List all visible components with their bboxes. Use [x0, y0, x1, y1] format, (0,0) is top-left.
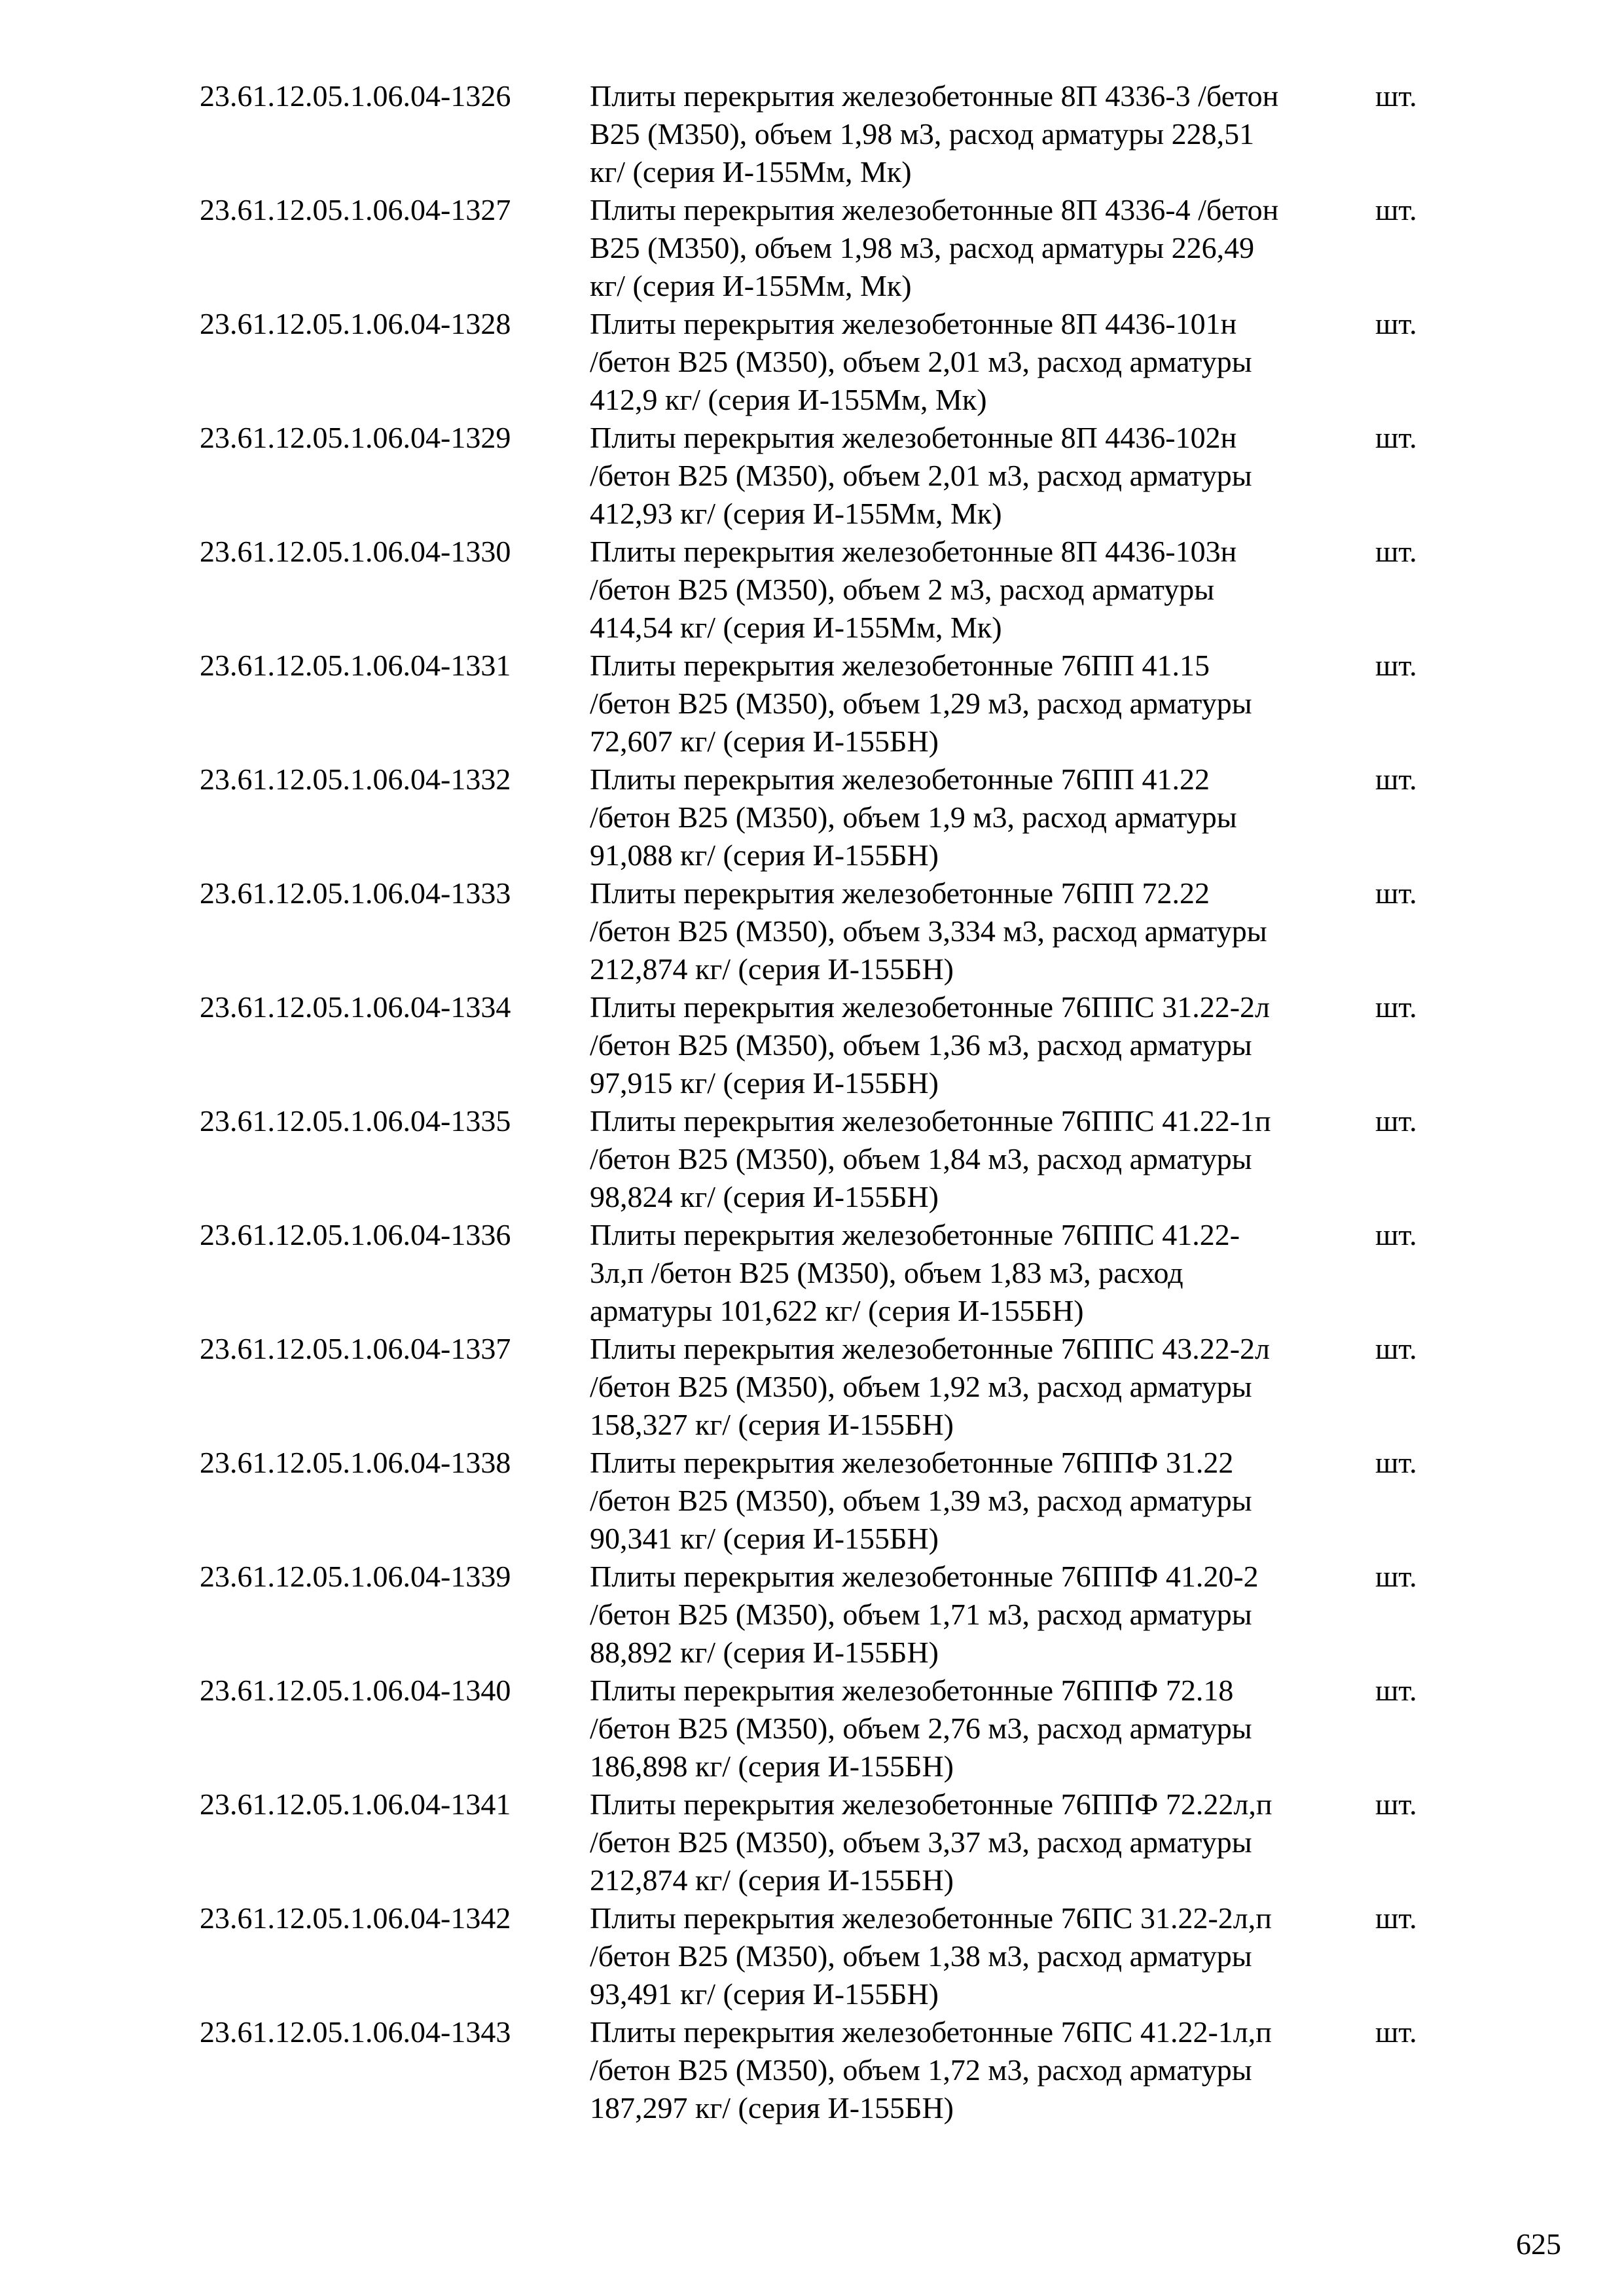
item-code: 23.61.12.05.1.06.04-1329 [200, 421, 511, 454]
item-code: 23.61.12.05.1.06.04-1340 [200, 1674, 511, 1707]
description-line: Плиты перекрытия железобетонные 76ППФ 72.18 [590, 1674, 1234, 1707]
item-description [590, 1444, 1356, 1558]
item-unit: шт. [1375, 307, 1417, 340]
description-line: 414,54 кг/ (серия И-155Мм, Мк) [590, 611, 1002, 644]
description-line: арматуры 101,622 кг/ (серия И-155БН) [590, 1294, 1084, 1327]
table-row [200, 2013, 1430, 2127]
description-line: 212,874 кг/ (серия И-155БН) [590, 952, 954, 986]
item-description [590, 1899, 1356, 2013]
item-code: 23.61.12.05.1.06.04-1339 [200, 1560, 511, 1593]
description-line: В25 (М350), объем 1,98 м3, расход арматуры 226,49 [590, 231, 1255, 264]
description-line: Плиты перекрытия железобетонные 76ПП 41.15 [590, 649, 1210, 682]
table-row [200, 647, 1430, 761]
table-row [200, 761, 1430, 874]
description-line: 93,491 кг/ (серия И-155БН) [590, 1977, 939, 2011]
item-unit: шт. [1375, 1560, 1417, 1593]
item-code: 23.61.12.05.1.06.04-1336 [200, 1218, 511, 1251]
description-line: 212,874 кг/ (серия И-155БН) [590, 1863, 954, 1897]
description-line: /бетон В25 (М350), объем 1,84 м3, расход арматуры [590, 1142, 1252, 1175]
description-line: /бетон В25 (М350), объем 1,72 м3, расход арматуры [590, 2053, 1252, 2087]
item-unit: шт. [1375, 193, 1417, 226]
description-line: /бетон В25 (М350), объем 1,29 м3, расход арматуры [590, 687, 1252, 720]
table-row [200, 1330, 1430, 1444]
item-unit: шт. [1375, 1901, 1417, 1935]
item-code: 23.61.12.05.1.06.04-1328 [200, 307, 511, 340]
item-code: 23.61.12.05.1.06.04-1338 [200, 1446, 511, 1479]
description-line: 186,898 кг/ (серия И-155БН) [590, 1749, 954, 1783]
table-row [200, 77, 1430, 191]
item-code: 23.61.12.05.1.06.04-1337 [200, 1332, 511, 1365]
item-description [590, 1216, 1356, 1330]
table-row [200, 988, 1430, 1102]
item-description [590, 1330, 1356, 1444]
item-unit: шт. [1375, 1787, 1417, 1821]
description-line: Плиты перекрытия железобетонные 76ППФ 41.20-2 [590, 1560, 1259, 1593]
item-code: 23.61.12.05.1.06.04-1335 [200, 1104, 511, 1138]
item-code: 23.61.12.05.1.06.04-1343 [200, 2015, 511, 2049]
item-code: 23.61.12.05.1.06.04-1326 [200, 79, 511, 113]
item-description [590, 647, 1356, 761]
item-unit: шт. [1375, 649, 1417, 682]
item-code: 23.61.12.05.1.06.04-1334 [200, 990, 511, 1024]
table-row [200, 874, 1430, 988]
item-description [590, 533, 1356, 647]
description-line: Плиты перекрытия железобетонные 76ППС 41.22- [590, 1218, 1240, 1251]
description-line: Плиты перекрытия железобетонные 76ППФ 72.22л,п [590, 1787, 1272, 1821]
description-line: /бетон В25 (М350), объем 1,39 м3, расход арматуры [590, 1484, 1252, 1517]
description-line: кг/ (серия И-155Мм, Мк) [590, 269, 912, 302]
table-row [200, 1899, 1430, 2013]
table-row [200, 1785, 1430, 1899]
item-description [590, 988, 1356, 1102]
description-line: Плиты перекрытия железобетонные 8П 4336-3 /бетон [590, 79, 1279, 113]
description-line: /бетон В25 (М350), объем 2,01 м3, расход арматуры [590, 345, 1252, 378]
table-row [200, 1102, 1430, 1216]
description-line: /бетон В25 (М350), объем 2,01 м3, расход арматуры [590, 459, 1252, 492]
table-row [200, 1558, 1430, 1672]
description-line: Плиты перекрытия железобетонные 76ППС 41.22-1п [590, 1104, 1271, 1138]
item-unit: шт. [1375, 79, 1417, 113]
item-description [590, 1558, 1356, 1672]
item-code: 23.61.12.05.1.06.04-1331 [200, 649, 511, 682]
item-unit: шт. [1375, 1674, 1417, 1707]
item-description [590, 419, 1356, 533]
description-line: /бетон В25 (М350), объем 1,92 м3, расход арматуры [590, 1370, 1252, 1403]
description-line: Плиты перекрытия железобетонные 76ПП 72.22 [590, 876, 1210, 910]
item-description [590, 191, 1356, 305]
description-line: /бетон В25 (М350), объем 1,38 м3, расход арматуры [590, 1939, 1252, 1973]
description-line: Плиты перекрытия железобетонные 76ППС 43.22-2л [590, 1332, 1270, 1365]
description-line: Плиты перекрытия железобетонные 76ПС 41.22-1л,п [590, 2015, 1272, 2049]
description-line: Плиты перекрытия железобетонные 8П 4436-103н [590, 535, 1237, 568]
item-code: 23.61.12.05.1.06.04-1342 [200, 1901, 511, 1935]
item-description [590, 2013, 1356, 2127]
description-line: Плиты перекрытия железобетонные 76ПП 41.22 [590, 762, 1210, 796]
description-line: 412,93 кг/ (серия И-155Мм, Мк) [590, 497, 1002, 530]
item-description [590, 1672, 1356, 1785]
item-unit: шт. [1375, 2015, 1417, 2049]
description-line: Плиты перекрытия железобетонные 76ППС 31.22-2л [590, 990, 1270, 1024]
table-row [200, 1444, 1430, 1558]
table-row [200, 305, 1430, 419]
description-line: 72,607 кг/ (серия И-155БН) [590, 725, 939, 758]
item-code: 23.61.12.05.1.06.04-1333 [200, 876, 511, 910]
description-line: 90,341 кг/ (серия И-155БН) [590, 1522, 939, 1555]
description-line: В25 (М350), объем 1,98 м3, расход арматуры 228,51 [590, 117, 1255, 151]
item-unit: шт. [1375, 876, 1417, 910]
table-row [200, 419, 1430, 533]
description-line: /бетон В25 (М350), объем 2,76 м3, расход арматуры [590, 1712, 1252, 1745]
description-line: Плиты перекрытия железобетонные 8П 4336-4 /бетон [590, 193, 1279, 226]
description-line: 158,327 кг/ (серия И-155БН) [590, 1408, 954, 1441]
item-code: 23.61.12.05.1.06.04-1330 [200, 535, 511, 568]
description-line: Плиты перекрытия железобетонные 8П 4436-101н [590, 307, 1237, 340]
item-unit: шт. [1375, 421, 1417, 454]
item-code: 23.61.12.05.1.06.04-1332 [200, 762, 511, 796]
description-line: кг/ (серия И-155Мм, Мк) [590, 155, 912, 188]
description-line: Плиты перекрытия железобетонные 76ПС 31.22-2л,п [590, 1901, 1272, 1935]
item-unit: шт. [1375, 990, 1417, 1024]
item-unit: шт. [1375, 1104, 1417, 1138]
item-description [590, 305, 1356, 419]
description-line: 88,892 кг/ (серия И-155БН) [590, 1636, 939, 1669]
table-row [200, 533, 1430, 647]
description-line: 97,915 кг/ (серия И-155БН) [590, 1066, 939, 1100]
description-line: 187,297 кг/ (серия И-155БН) [590, 2091, 954, 2125]
item-description [590, 77, 1356, 191]
description-line: 3л,п /бетон В25 (М350), объем 1,83 м3, расход [590, 1256, 1183, 1289]
item-code: 23.61.12.05.1.06.04-1327 [200, 193, 511, 226]
description-line: /бетон В25 (М350), объем 1,9 м3, расход арматуры [590, 800, 1237, 834]
table-row [200, 1216, 1430, 1330]
item-unit: шт. [1375, 1218, 1417, 1251]
description-line: 412,9 кг/ (серия И-155Мм, Мк) [590, 383, 987, 416]
price-list-table [200, 77, 1430, 2127]
description-line: Плиты перекрытия железобетонные 8П 4436-102н [590, 421, 1237, 454]
table-row [200, 1672, 1430, 1785]
description-line: /бетон В25 (М350), объем 3,334 м3, расход арматуры [590, 914, 1267, 948]
item-unit: шт. [1375, 1332, 1417, 1365]
description-line: /бетон В25 (М350), объем 1,71 м3, расход арматуры [590, 1598, 1252, 1631]
item-description [590, 761, 1356, 874]
item-description [590, 1102, 1356, 1216]
item-unit: шт. [1375, 762, 1417, 796]
item-description [590, 874, 1356, 988]
table-row [200, 191, 1430, 305]
item-code: 23.61.12.05.1.06.04-1341 [200, 1787, 511, 1821]
description-line: Плиты перекрытия железобетонные 76ППФ 31.22 [590, 1446, 1234, 1479]
description-line: /бетон В25 (М350), объем 2 м3, расход арматуры [590, 573, 1215, 606]
item-description [590, 1785, 1356, 1899]
description-line: 91,088 кг/ (серия И-155БН) [590, 838, 939, 872]
description-line: /бетон В25 (М350), объем 1,36 м3, расход арматуры [590, 1028, 1252, 1062]
item-unit: шт. [1375, 535, 1417, 568]
description-line: 98,824 кг/ (серия И-155БН) [590, 1180, 939, 1213]
description-line: /бетон В25 (М350), объем 3,37 м3, расход арматуры [590, 1825, 1252, 1859]
item-unit: шт. [1375, 1446, 1417, 1479]
page-number: 625 [1516, 2227, 1561, 2261]
